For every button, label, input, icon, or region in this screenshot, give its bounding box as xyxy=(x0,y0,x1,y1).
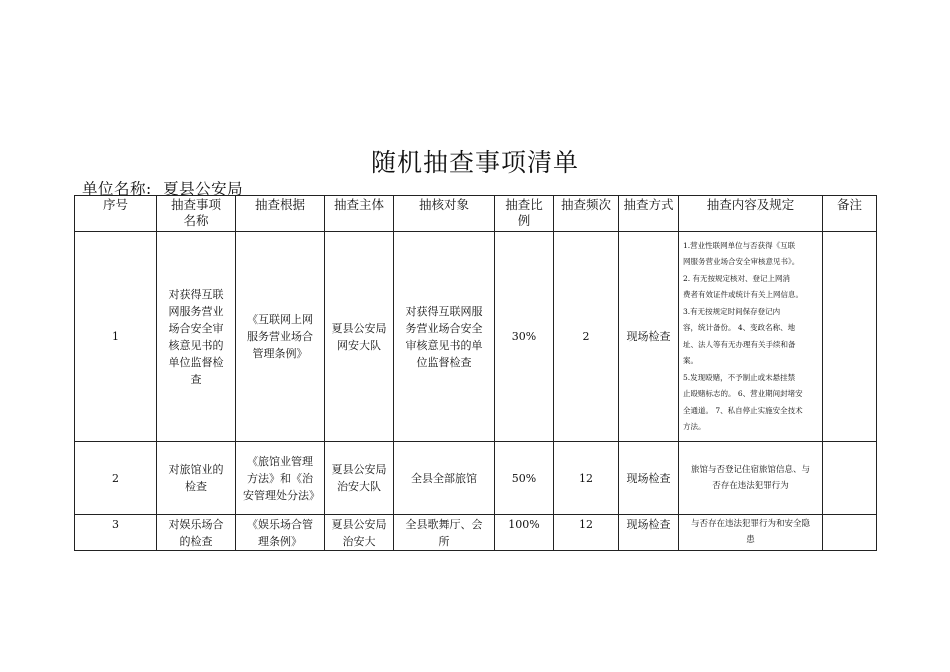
header-item-line2: 名称 xyxy=(183,213,209,228)
cell-basis: 《旅馆业管理方法》和《治安管理处分法》 xyxy=(236,442,325,515)
content-line: 方法。 xyxy=(683,422,706,431)
content-line: 2. 有无按规定核对、登记上网消 xyxy=(683,273,791,283)
content-line: 容，统计备份。 4、变政名称、地 xyxy=(683,323,796,332)
cell-target: 全县歌舞厅、会所 xyxy=(394,515,495,551)
cell-item: 对娱乐场合的检查 xyxy=(157,515,236,551)
cell-method: 现场检查 xyxy=(619,232,679,442)
cell-seq: 1 xyxy=(75,232,157,442)
cell-seq: 2 xyxy=(75,442,157,515)
table-row xyxy=(75,515,877,551)
cell-ratio: 30% xyxy=(495,232,554,442)
content-line: 1.营业性联网单位与否获得《互联 xyxy=(683,240,796,250)
cell-item: 对获得互联网服务营业场合安全审核意见书的单位监督检查 xyxy=(157,232,236,442)
inspection-table xyxy=(74,195,877,551)
header-content: 抽查内容及规定 xyxy=(679,196,823,232)
page-title: 随机抽查事项清单 xyxy=(370,148,579,177)
cell-note xyxy=(823,232,877,442)
cell-content: 与否存在违法犯罪行为和安全隐患 xyxy=(679,515,823,551)
cell-subject: 夏县公安局网安大队 xyxy=(325,232,394,442)
content-line: 费者有效证件或统计有关上网信息。 xyxy=(683,290,803,299)
unit-name: 夏县公安局 xyxy=(163,180,244,198)
cell-method: 现场检查 xyxy=(619,515,679,551)
cell-note xyxy=(823,442,877,515)
cell-subject: 夏县公安局治安大队 xyxy=(325,442,394,515)
table-row xyxy=(75,232,877,442)
header-subject: 抽查主体 xyxy=(325,196,394,232)
header-method: 抽查方式 xyxy=(619,196,679,232)
cell-subject: 夏县公安局治安大 xyxy=(325,515,394,551)
cell-target: 对获得互联网服务营业场合安全审核意见书的单位监督检查 xyxy=(394,232,495,442)
header-ratio-line2: 例 xyxy=(517,213,531,228)
content-line: 址、法人等有无办理有关手续和备 xyxy=(683,339,796,349)
header-target: 抽核对象 xyxy=(394,196,495,232)
header-row xyxy=(75,196,877,232)
cell-seq: 3 xyxy=(75,515,157,551)
content-line: 全通道。 7、私自停止实施安全技术 xyxy=(683,405,803,415)
header-note: 备注 xyxy=(823,196,877,232)
cell-method: 现场检查 xyxy=(619,442,679,515)
cell-basis: 《互联网上网服务营业场合管理条例》 xyxy=(236,232,325,442)
cell-ratio: 50% xyxy=(495,442,554,515)
header-basis: 抽查根据 xyxy=(236,196,325,232)
table-row xyxy=(75,442,877,515)
header-ratio xyxy=(495,196,554,232)
cell-target: 全县全部旅馆 xyxy=(394,442,495,515)
content-line: 案。 xyxy=(683,356,698,365)
cell-content: 旅馆与否登记住宿旅馆信息、与否存在违法犯罪行为 xyxy=(679,442,823,515)
cell-item: 对旅馆业的检查 xyxy=(157,442,236,515)
content-line: 网服务营业场合安全审核意见书》。 xyxy=(683,257,800,266)
content-line: 5.发现殴赌，不予制止或未悬挂禁 xyxy=(683,372,796,382)
unit-label: 单位名称: xyxy=(82,180,152,198)
header-item-line1: 抽查事项 xyxy=(170,197,221,212)
cell-freq: 12 xyxy=(554,515,619,551)
header-item xyxy=(157,196,236,232)
cell-content xyxy=(679,232,823,442)
cell-ratio: 100% xyxy=(495,515,554,551)
header-ratio-line1: 抽查比 xyxy=(505,197,543,212)
content-line: 3.有无按规定时间保存登记内 xyxy=(683,306,781,316)
content-line: 止殴赌标志的。 6、营业期间封堵安 xyxy=(683,389,803,398)
cell-freq: 12 xyxy=(554,442,619,515)
cell-basis: 《娱乐场合管理条例》 xyxy=(236,515,325,551)
header-freq: 抽查频次 xyxy=(554,196,619,232)
cell-freq: 2 xyxy=(554,232,619,442)
header-seq: 序号 xyxy=(75,196,157,232)
cell-note xyxy=(823,515,877,551)
